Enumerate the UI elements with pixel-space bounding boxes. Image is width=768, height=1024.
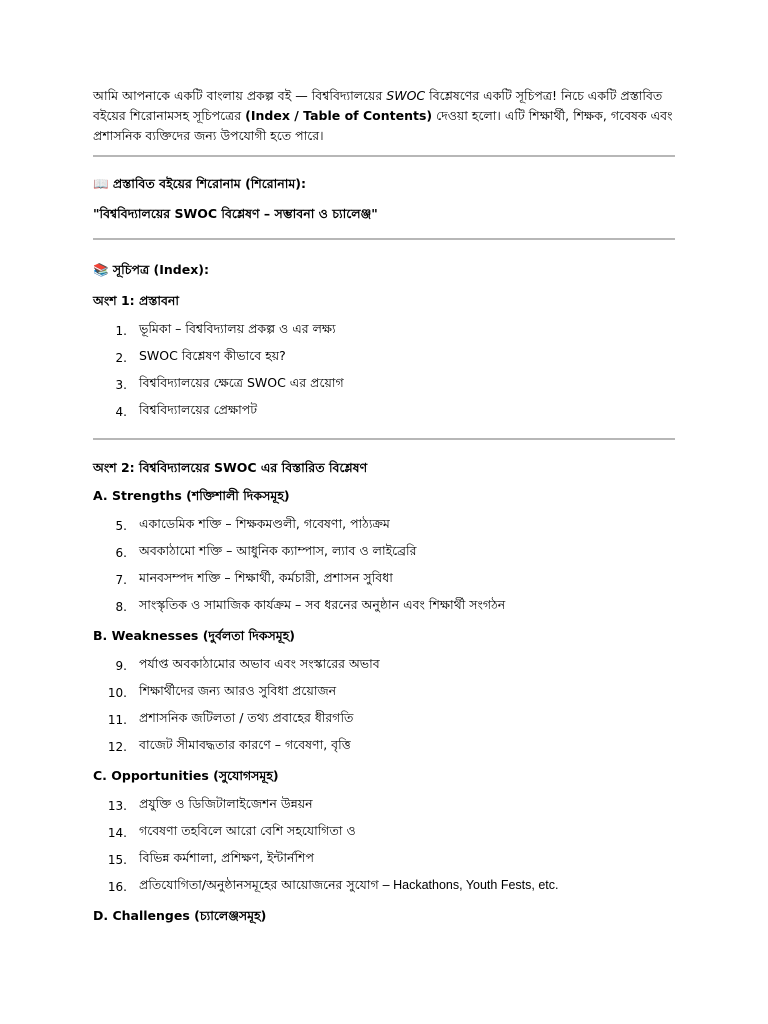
weaknesses-list xyxy=(93,652,675,760)
item-text: পর্যাপ্ত অবকাঠামোর অভাব এবং সংস্কারের অভাব xyxy=(139,655,380,671)
item-text: অবকাঠামো শক্তি – আধুনিক ক্যাম্পাস, ল্যাব ও লাইব্রেরি xyxy=(139,542,417,558)
item-number: 7. xyxy=(115,572,127,587)
intro-text-3: দেওয়া হলো। এটি শিক্ষার্থী, শিক্ষক, গবেষক এবং প্রশাসনিক ব্যক্তিদের জন্য উপযোগী হতে পারে। xyxy=(93,108,673,143)
item-text-main: প্রতিযোগিতা/অনুষ্ঠানসমূহের আয়োজনের সুযোগ xyxy=(139,876,379,892)
book-title: "বিশ্ববিদ্যালয়ের SWOC বিশ্লেষণ – সম্ভাবনা ও চ্যালেঞ্জ" xyxy=(93,206,378,221)
list-item xyxy=(93,566,675,593)
list-item xyxy=(93,733,675,760)
item-number: 4. xyxy=(115,404,127,419)
intro-swoc: SWOC xyxy=(386,88,426,103)
opportunities-list xyxy=(93,792,675,900)
item-number: 13. xyxy=(107,798,127,813)
list-item xyxy=(93,873,675,900)
list-item xyxy=(93,652,675,679)
intro-paragraph xyxy=(93,86,675,146)
list-item xyxy=(93,398,675,425)
list-item xyxy=(93,344,675,371)
divider xyxy=(93,238,675,240)
list-item xyxy=(93,317,675,344)
list-item xyxy=(93,512,675,539)
item-number: 3. xyxy=(115,377,127,392)
intro-text-2: বিশ্লেষণের একটি সূচিপত্র! নিচে একটি প্রস্তাবিত বইয়ের শিরোনামসহ সূচিপত্রের xyxy=(93,88,663,123)
item-number: 5. xyxy=(115,518,127,533)
item-number: 12. xyxy=(107,739,127,754)
list-item xyxy=(93,846,675,873)
item-number: 1. xyxy=(115,323,127,338)
item-text: প্রশাসনিক জটিলতা / তথ্য প্রবাহের ধীরগতি xyxy=(139,709,354,725)
section-heading-weaknesses: B. Weaknesses (দুর্বলতা দিকসমূহ) xyxy=(93,628,295,643)
item-text: মানবসম্পদ শক্তি – শিক্ষার্থী, কর্মচারী, প্রশাসন সুবিধা xyxy=(139,569,393,585)
part2-title: অংশ 2: বিশ্ববিদ্যালয়ের SWOC এর বিস্তারিত বিশ্লেষণ xyxy=(93,460,368,475)
list-item xyxy=(93,371,675,398)
item-number: 16. xyxy=(107,879,127,894)
item-text: গবেষণা তহবিলে আরো বেশি সহযোগিতা ও xyxy=(139,822,356,838)
item-number: 15. xyxy=(107,852,127,867)
list-item xyxy=(93,679,675,706)
item-text: শিক্ষার্থীদের জন্য আরও সুবিধা প্রয়োজন xyxy=(139,682,337,698)
index-label: 📚 সূচিপত্র (Index): xyxy=(93,262,209,277)
item-text-tail: – Hackathons, Youth Fests, etc. xyxy=(382,877,559,892)
item-text: ভূমিকা – বিশ্ববিদ্যালয় প্রকল্প ও এর লক্ষ্য xyxy=(139,320,336,336)
item-text: বিশ্ববিদ্যালয়ের প্রেক্ষাপট xyxy=(139,401,258,417)
section-heading-challenges: D. Challenges (চ্যালেঞ্জসমূহ) xyxy=(93,908,267,923)
document-body xyxy=(93,86,675,928)
strengths-list xyxy=(93,512,675,620)
item-number: 6. xyxy=(115,545,127,560)
divider xyxy=(93,438,675,440)
intro-text-1: আমি আপনাকে একটি বাংলায় প্রকল্প বই — বিশ্ববিদ্যালয়ের xyxy=(93,88,383,103)
section-heading-strengths: A. Strengths (শক্তিশালী দিকসমূহ) xyxy=(93,488,290,503)
item-text: বিভিন্ন কর্মশালা, প্রশিক্ষণ, ইন্টার্নশিপ xyxy=(139,849,314,865)
item-text: বিশ্ববিদ্যালয়ের ক্ষেত্রে SWOC এর প্রয়োগ xyxy=(139,374,344,390)
part1-title: অংশ 1: প্রস্তাবনা xyxy=(93,293,179,308)
title-label: 📖 প্রস্তাবিত বইয়ের শিরোনাম (শিরোনাম): xyxy=(93,176,307,191)
item-text: বাজেট সীমাবদ্ধতার কারণে – গবেষণা, বৃত্তি xyxy=(139,736,351,752)
item-text xyxy=(139,877,558,897)
item-text: সাংস্কৃতিক ও সামাজিক কার্যক্রম – সব ধরনের অনুষ্ঠান এবং শিক্ষার্থী সংগঠন xyxy=(139,596,506,612)
list-item xyxy=(93,819,675,846)
section-heading-opportunities: C. Opportunities (সুযোগসমূহ) xyxy=(93,768,279,783)
item-number: 2. xyxy=(115,350,127,365)
list-item xyxy=(93,706,675,733)
item-number: 10. xyxy=(107,685,127,700)
item-number: 14. xyxy=(107,825,127,840)
item-text: একাডেমিক শক্তি – শিক্ষকমণ্ডলী, গবেষণা, পাঠ্যক্রম xyxy=(139,515,390,531)
list-item xyxy=(93,593,675,620)
part1-list xyxy=(93,317,675,425)
item-number: 9. xyxy=(115,658,127,673)
item-text: প্রযুক্তি ও ডিজিটালাইজেশন উন্নয়ন xyxy=(139,795,313,811)
list-item xyxy=(93,792,675,819)
item-number: 11. xyxy=(107,712,127,727)
intro-index-note: (Index / Table of Contents) xyxy=(245,108,433,123)
item-number: 8. xyxy=(115,599,127,614)
divider xyxy=(93,155,675,157)
list-item xyxy=(93,539,675,566)
item-text: SWOC বিশ্লেষণ কীভাবে হয়? xyxy=(139,347,286,363)
